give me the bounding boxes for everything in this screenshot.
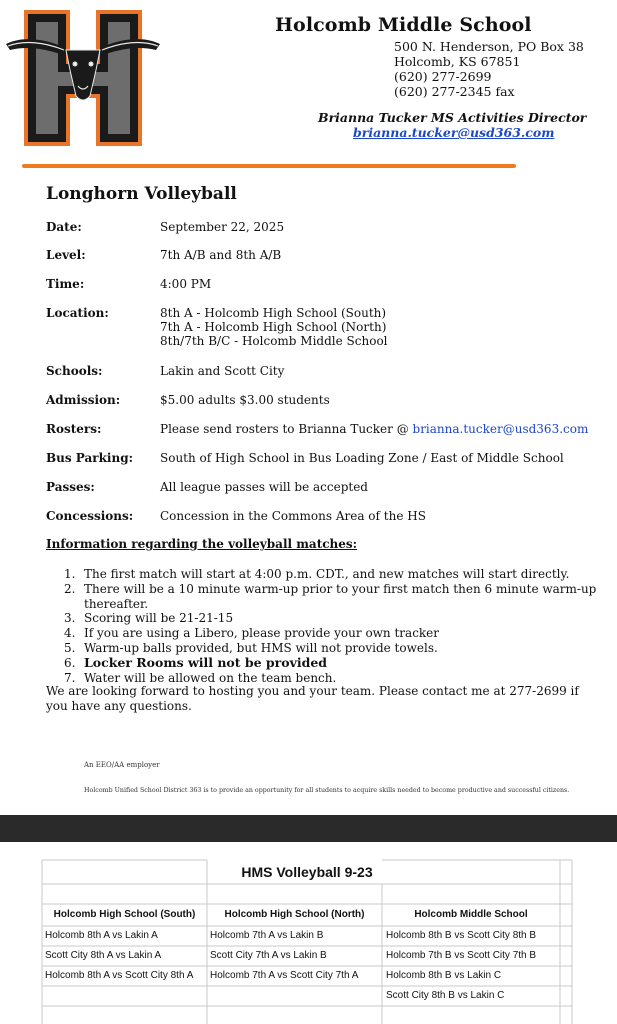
director-name: Brianna Tucker MS Activities Director bbox=[318, 110, 587, 125]
schedule-sheet bbox=[0, 842, 617, 1024]
table-cell: Scott City 8th A vs Lakin A bbox=[45, 950, 162, 961]
list-text: Scoring will be 21-21-15 bbox=[84, 611, 234, 626]
school-logo bbox=[4, 8, 162, 150]
fax-line: (620) 277-2345 fax bbox=[394, 84, 515, 99]
field-value-bus-parking: South of High School in Bus Loading Zone / East of Middle School bbox=[160, 451, 564, 465]
table-cell: Holcomb 7th A vs Scott City 7th A bbox=[210, 970, 359, 981]
field-value-rosters bbox=[160, 422, 588, 436]
address-line: 500 N. Henderson, PO Box 38 bbox=[394, 39, 584, 54]
list-item bbox=[46, 626, 606, 641]
field-value-schools: Lakin and Scott City bbox=[160, 364, 285, 378]
field-value-time: 4:00 PM bbox=[160, 277, 212, 291]
list-text: Locker Rooms will not be provided bbox=[84, 654, 328, 670]
field-label-bus-parking: Bus Parking: bbox=[46, 451, 134, 465]
list-number: 1. bbox=[64, 567, 76, 581]
table-cell: Holcomb 8th B vs Lakin C bbox=[386, 970, 502, 981]
field-value-location: 7th A - Holcomb High School (North) bbox=[160, 320, 387, 334]
field-label-level: Level: bbox=[46, 248, 86, 262]
table-cell: Holcomb 8th A vs Scott City 8th A bbox=[45, 970, 194, 981]
address-line: Holcomb, KS 67851 bbox=[394, 54, 521, 69]
column-header: Holcomb High School (North) bbox=[224, 909, 365, 920]
eeo-statement: An EEO/AA employer bbox=[84, 761, 160, 769]
rosters-email-link[interactable]: brianna.tucker@usd363.com bbox=[412, 422, 589, 436]
list-item bbox=[46, 567, 606, 582]
table-cell: Holcomb 7th B vs Scott City 7th B bbox=[386, 950, 537, 961]
field-value-concessions: Concession in the Commons Area of the HS bbox=[160, 509, 426, 523]
list-item bbox=[46, 656, 606, 671]
field-label-time: Time: bbox=[46, 277, 85, 291]
table-cell: Holcomb 7th A vs Lakin B bbox=[210, 930, 324, 941]
list-number: 3. bbox=[64, 611, 76, 626]
list-item bbox=[46, 641, 606, 656]
director-email-link[interactable]: brianna.tucker@usd363.com bbox=[353, 125, 555, 140]
page-title: Longhorn Volleyball bbox=[46, 184, 237, 204]
school-name: Holcomb Middle School bbox=[275, 14, 532, 36]
rosters-text: Please send rosters to Brianna Tucker @ bbox=[160, 422, 413, 436]
table-cell: Scott City 8th B vs Lakin C bbox=[386, 990, 505, 1001]
field-label-date: Date: bbox=[46, 220, 82, 234]
closing-paragraph: We are looking forward to hosting you and your team. Please contact me at 277-2699 if you have any questions. bbox=[46, 684, 579, 713]
field-label-rosters: Rosters: bbox=[46, 422, 102, 436]
field-value-date: September 22, 2025 bbox=[160, 220, 285, 234]
field-label-schools: Schools: bbox=[46, 364, 103, 378]
list-item bbox=[46, 582, 606, 612]
list-number: 2. bbox=[64, 581, 76, 596]
info-heading: Information regarding the volleyball matches: bbox=[46, 537, 358, 551]
list-number: 4. bbox=[64, 626, 76, 641]
page-separator bbox=[0, 815, 617, 842]
list-number: 7. bbox=[64, 670, 76, 685]
column-header: Holcomb Middle School bbox=[414, 909, 528, 920]
list-text: Warm-up balls provided, but HMS will not provide towels. bbox=[84, 640, 438, 655]
list-number: 5. bbox=[64, 640, 76, 655]
field-value-location: 8th/7th B/C - Holcomb Middle School bbox=[160, 334, 388, 348]
table-cell: Holcomb 8th A vs Lakin A bbox=[45, 930, 158, 941]
schedule-title: HMS Volleyball 9-23 bbox=[241, 864, 373, 880]
table-cell: Scott City 7th A vs Lakin B bbox=[210, 950, 327, 961]
field-value-passes: All league passes will be accepted bbox=[160, 480, 368, 494]
list-text: If you are using a Libero, please provide your own tracker bbox=[84, 626, 440, 641]
field-label-passes: Passes: bbox=[46, 480, 95, 494]
list-text: Water will be allowed on the team bench. bbox=[84, 670, 337, 685]
list-text: There will be a 10 minute warm-up prior to your first match then 6 minute warm-up thereafter. bbox=[84, 581, 597, 611]
phone-line: (620) 277-2699 bbox=[394, 69, 492, 84]
field-label-location: Location: bbox=[46, 306, 109, 320]
field-label-admission: Admission: bbox=[46, 393, 121, 407]
mission-statement: Holcomb Unified School District 363 is to provide an opportunity for all students to acquire skills needed to become productive and successful citizens. bbox=[84, 787, 570, 794]
list-item bbox=[46, 611, 606, 626]
rules-list bbox=[46, 567, 606, 685]
field-value-level: 7th A/B and 8th A/B bbox=[160, 248, 282, 262]
table-cell: Holcomb 8th B vs Scott City 8th B bbox=[386, 930, 537, 941]
header-divider bbox=[22, 164, 516, 168]
column-header: Holcomb High School (South) bbox=[53, 909, 196, 920]
longhorn-h-logo-icon bbox=[4, 8, 162, 150]
field-value-location: 8th A - Holcomb High School (South) bbox=[160, 306, 387, 320]
list-number: 6. bbox=[64, 655, 76, 670]
field-value-admission: $5.00 adults $3.00 students bbox=[160, 393, 330, 407]
field-label-concessions: Concessions: bbox=[46, 509, 134, 523]
list-text: The first match will start at 4:00 p.m. CDT., and new matches will start directly. bbox=[84, 567, 570, 581]
